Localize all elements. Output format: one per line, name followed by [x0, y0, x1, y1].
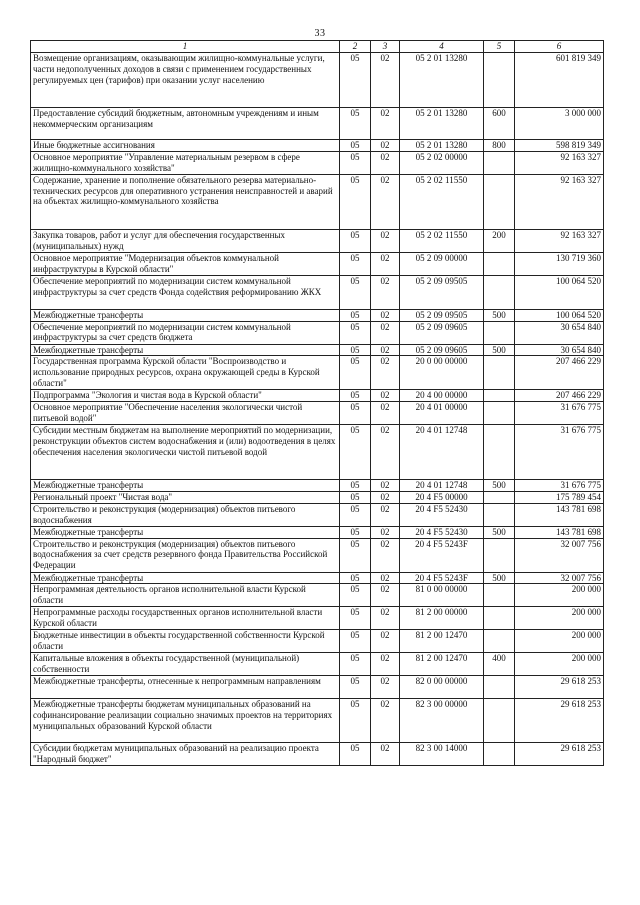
- row-amount: 100 064 520: [515, 309, 604, 321]
- row-subsection: 02: [371, 53, 400, 108]
- row-subsection: 02: [371, 584, 400, 607]
- row-expense-type: 600: [484, 108, 515, 140]
- column-header: 4: [400, 41, 484, 53]
- row-amount: 175 789 454: [515, 491, 604, 503]
- table-row: [31, 584, 604, 607]
- row-section: 05: [340, 503, 371, 526]
- row-expense-type: [484, 174, 515, 229]
- row-target-code: 81 2 00 12470: [400, 630, 484, 653]
- row-subsection: 02: [371, 425, 400, 480]
- row-section: 05: [340, 743, 371, 766]
- row-expense-type: [484, 676, 515, 699]
- column-header: 1: [31, 41, 340, 53]
- row-name: Межбюджетные трансферты, отнесенные к непрограммным направлениям: [31, 676, 340, 699]
- table-row: [31, 425, 604, 480]
- row-expense-type: 800: [484, 140, 515, 152]
- row-target-code: 82 0 00 00000: [400, 676, 484, 699]
- row-target-code: 05 2 02 11550: [400, 174, 484, 229]
- row-amount: 29 618 253: [515, 676, 604, 699]
- row-expense-type: [484, 275, 515, 309]
- row-target-code: 05 2 09 09605: [400, 321, 484, 344]
- row-subsection: 02: [371, 491, 400, 503]
- row-subsection: 02: [371, 174, 400, 229]
- row-amount: 92 163 327: [515, 229, 604, 252]
- table-row: [31, 275, 604, 309]
- row-target-code: 82 3 00 14000: [400, 743, 484, 766]
- row-amount: 100 064 520: [515, 275, 604, 309]
- row-expense-type: 500: [484, 344, 515, 356]
- row-name: Основное мероприятие "Обеспечение населения экологически чистой питьевой водой": [31, 402, 340, 425]
- row-subsection: 02: [371, 151, 400, 174]
- row-section: 05: [340, 344, 371, 356]
- row-expense-type: 500: [484, 572, 515, 584]
- row-expense-type: 400: [484, 653, 515, 676]
- row-section: 05: [340, 321, 371, 344]
- row-amount: 207 466 229: [515, 356, 604, 390]
- row-section: 05: [340, 53, 371, 108]
- row-amount: 143 781 698: [515, 526, 604, 538]
- row-target-code: 05 2 01 13280: [400, 108, 484, 140]
- row-section: 05: [340, 140, 371, 152]
- row-name: Основное мероприятие "Управление материальным резервом в сфере жилищно-коммунального хозяйства": [31, 151, 340, 174]
- row-section: 05: [340, 491, 371, 503]
- row-name: Строительство и реконструкция (модернизация) объектов питьевого водоснабжения за счет средств резервного фонда Правительства Российской Федерации: [31, 538, 340, 572]
- row-target-code: 20 4 F5 00000: [400, 491, 484, 503]
- row-subsection: 02: [371, 356, 400, 390]
- row-expense-type: [484, 699, 515, 743]
- row-subsection: 02: [371, 572, 400, 584]
- row-section: 05: [340, 699, 371, 743]
- header-row: [31, 41, 604, 53]
- row-expense-type: [484, 252, 515, 275]
- row-amount: 31 676 775: [515, 480, 604, 492]
- row-section: 05: [340, 151, 371, 174]
- row-subsection: 02: [371, 480, 400, 492]
- row-target-code: 20 4 F5 52430: [400, 503, 484, 526]
- row-expense-type: [484, 630, 515, 653]
- row-section: 05: [340, 607, 371, 630]
- row-section: 05: [340, 174, 371, 229]
- row-section: 05: [340, 584, 371, 607]
- row-subsection: 02: [371, 653, 400, 676]
- table-row: [31, 174, 604, 229]
- row-target-code: 05 2 01 13280: [400, 53, 484, 108]
- row-amount: 29 618 253: [515, 699, 604, 743]
- row-subsection: 02: [371, 275, 400, 309]
- row-name: Межбюджетные трансферты: [31, 572, 340, 584]
- row-amount: 31 676 775: [515, 425, 604, 480]
- row-subsection: 02: [371, 108, 400, 140]
- row-section: 05: [340, 676, 371, 699]
- row-amount: 130 719 360: [515, 252, 604, 275]
- row-expense-type: [484, 321, 515, 344]
- row-amount: 3 000 000: [515, 108, 604, 140]
- row-amount: 32 007 756: [515, 538, 604, 572]
- row-name: Непрограммная деятельность органов исполнительной власти Курской области: [31, 584, 340, 607]
- row-target-code: 81 0 00 00000: [400, 584, 484, 607]
- row-name: Капитальные вложения в объекты государственной (муниципальной) собственности: [31, 653, 340, 676]
- row-subsection: 02: [371, 252, 400, 275]
- row-subsection: 02: [371, 344, 400, 356]
- row-target-code: 20 0 00 00000: [400, 356, 484, 390]
- row-name: Бюджетные инвестиции в объекты государственной собственности Курской области: [31, 630, 340, 653]
- row-subsection: 02: [371, 630, 400, 653]
- row-subsection: 02: [371, 309, 400, 321]
- row-target-code: 20 4 01 00000: [400, 402, 484, 425]
- row-subsection: 02: [371, 699, 400, 743]
- row-amount: 207 466 229: [515, 390, 604, 402]
- row-subsection: 02: [371, 402, 400, 425]
- row-target-code: 20 4 F5 5243F: [400, 538, 484, 572]
- row-name: Подпрограмма "Экология и чистая вода в Курской области": [31, 390, 340, 402]
- row-section: 05: [340, 526, 371, 538]
- row-subsection: 02: [371, 538, 400, 572]
- row-name: Содержание, хранение и пополнение обязательного резерва материально-технических ресурсов для оперативного устранения неисправностей и аварий на объектах жилищно-коммунального хозяйства: [31, 174, 340, 229]
- row-section: 05: [340, 356, 371, 390]
- row-expense-type: 500: [484, 526, 515, 538]
- table-row: [31, 140, 604, 152]
- table-row: [31, 630, 604, 653]
- table-row: [31, 53, 604, 108]
- table-row: [31, 402, 604, 425]
- row-name: Иные бюджетные ассигнования: [31, 140, 340, 152]
- row-amount: 598 819 349: [515, 140, 604, 152]
- row-section: 05: [340, 572, 371, 584]
- table-row: [31, 390, 604, 402]
- row-target-code: 05 2 02 11550: [400, 229, 484, 252]
- row-expense-type: [484, 53, 515, 108]
- row-name: Межбюджетные трансферты: [31, 344, 340, 356]
- row-expense-type: [484, 390, 515, 402]
- row-section: 05: [340, 480, 371, 492]
- row-amount: 200 000: [515, 630, 604, 653]
- row-amount: 32 007 756: [515, 572, 604, 584]
- row-name: Субсидии местным бюджетам на выполнение мероприятий по модернизации, реконструкции объектов систем водоснабжения и (или) водоотведения в целях обеспечения населения экологически чистой питьевой водой: [31, 425, 340, 480]
- table-row: [31, 743, 604, 766]
- row-section: 05: [340, 309, 371, 321]
- row-subsection: 02: [371, 607, 400, 630]
- row-subsection: 02: [371, 503, 400, 526]
- row-expense-type: [484, 607, 515, 630]
- row-section: 05: [340, 538, 371, 572]
- table-row: [31, 699, 604, 743]
- row-name: Возмещение организациям, оказывающим жилищно-коммунальные услуги, части недополученных доходов в связи с применением государственных регулируемых цен (тарифов) при оказании услуг населению: [31, 53, 340, 108]
- row-expense-type: [484, 743, 515, 766]
- table-row: [31, 676, 604, 699]
- row-expense-type: [484, 538, 515, 572]
- row-amount: 30 654 840: [515, 321, 604, 344]
- table-row: [31, 309, 604, 321]
- row-amount: 200 000: [515, 653, 604, 676]
- table-row: [31, 356, 604, 390]
- row-name: Закупка товаров, работ и услуг для обеспечения государственных (муниципальных) нужд: [31, 229, 340, 252]
- table-row: [31, 108, 604, 140]
- row-section: 05: [340, 108, 371, 140]
- row-name: Обеспечение мероприятий по модернизации систем коммунальной инфраструктуры за счет средств Фонда содействия реформированию ЖКХ: [31, 275, 340, 309]
- row-section: 05: [340, 252, 371, 275]
- row-target-code: 20 4 01 12748: [400, 425, 484, 480]
- row-expense-type: [484, 151, 515, 174]
- row-name: Межбюджетные трансферты: [31, 480, 340, 492]
- row-section: 05: [340, 402, 371, 425]
- row-section: 05: [340, 229, 371, 252]
- column-header: 3: [371, 41, 400, 53]
- row-name: Межбюджетные трансферты: [31, 526, 340, 538]
- table-row: [31, 252, 604, 275]
- row-target-code: 05 2 01 13280: [400, 140, 484, 152]
- row-amount: 200 000: [515, 607, 604, 630]
- row-subsection: 02: [371, 140, 400, 152]
- table-row: [31, 480, 604, 492]
- table-row: [31, 572, 604, 584]
- row-section: 05: [340, 653, 371, 676]
- row-name: Основное мероприятие "Модернизация объектов коммунальной инфраструктуры в Курской области": [31, 252, 340, 275]
- row-amount: 30 654 840: [515, 344, 604, 356]
- row-name: Субсидии бюджетам муниципальных образований на реализацию проекта "Народный бюджет": [31, 743, 340, 766]
- row-subsection: 02: [371, 743, 400, 766]
- table-row: [31, 653, 604, 676]
- row-subsection: 02: [371, 390, 400, 402]
- row-expense-type: 200: [484, 229, 515, 252]
- table-row: [31, 344, 604, 356]
- table-row: [31, 607, 604, 630]
- row-target-code: 05 2 09 09605: [400, 344, 484, 356]
- row-amount: 143 781 698: [515, 503, 604, 526]
- row-name: Предоставление субсидий бюджетным, автономным учреждениям и иным некоммерческим организациям: [31, 108, 340, 140]
- table-row: [31, 503, 604, 526]
- row-target-code: 81 2 00 00000: [400, 607, 484, 630]
- row-expense-type: [484, 503, 515, 526]
- row-amount: 92 163 327: [515, 174, 604, 229]
- row-name: Межбюджетные трансферты: [31, 309, 340, 321]
- budget-table: [30, 40, 604, 766]
- row-target-code: 82 3 00 00000: [400, 699, 484, 743]
- row-name: Межбюджетные трансферты бюджетам муниципальных образований на софинансирование реализации социально значимых проектов на территориях муниципальных образований Курской области: [31, 699, 340, 743]
- row-amount: 601 819 349: [515, 53, 604, 108]
- row-expense-type: [484, 491, 515, 503]
- table-row: [31, 151, 604, 174]
- row-expense-type: 500: [484, 309, 515, 321]
- row-amount: 92 163 327: [515, 151, 604, 174]
- table-row: [31, 491, 604, 503]
- row-target-code: 20 4 F5 5243F: [400, 572, 484, 584]
- row-target-code: 81 2 00 12470: [400, 653, 484, 676]
- row-section: 05: [340, 390, 371, 402]
- table-row: [31, 229, 604, 252]
- row-target-code: 05 2 09 00000: [400, 252, 484, 275]
- row-target-code: 20 4 F5 52430: [400, 526, 484, 538]
- row-section: 05: [340, 275, 371, 309]
- row-expense-type: [484, 584, 515, 607]
- row-name: Государственная программа Курской области "Воспроизводство и использование природных ресурсов, охрана окружающей среды в Курской области": [31, 356, 340, 390]
- row-name: Непрограммные расходы государственных органов исполнительной власти Курской области: [31, 607, 340, 630]
- row-section: 05: [340, 630, 371, 653]
- column-header: 5: [484, 41, 515, 53]
- row-name: Региональный проект "Чистая вода": [31, 491, 340, 503]
- row-expense-type: [484, 425, 515, 480]
- row-amount: 31 676 775: [515, 402, 604, 425]
- column-header: 6: [515, 41, 604, 53]
- row-target-code: 05 2 09 09505: [400, 309, 484, 321]
- row-target-code: 05 2 09 09505: [400, 275, 484, 309]
- row-name: Обеспечение мероприятий по модернизации систем коммунальной инфраструктуры за счет средств бюджета: [31, 321, 340, 344]
- page-number: 33: [314, 28, 326, 39]
- row-subsection: 02: [371, 526, 400, 538]
- row-amount: 29 618 253: [515, 743, 604, 766]
- table-row: [31, 526, 604, 538]
- row-section: 05: [340, 425, 371, 480]
- table-row: [31, 321, 604, 344]
- column-header: 2: [340, 41, 371, 53]
- row-subsection: 02: [371, 321, 400, 344]
- table-row: [31, 538, 604, 572]
- row-name: Строительство и реконструкция (модернизация) объектов питьевого водоснабжения: [31, 503, 340, 526]
- row-expense-type: [484, 356, 515, 390]
- row-target-code: 20 4 00 00000: [400, 390, 484, 402]
- row-subsection: 02: [371, 229, 400, 252]
- row-target-code: 20 4 01 12748: [400, 480, 484, 492]
- row-target-code: 05 2 02 00000: [400, 151, 484, 174]
- row-expense-type: 500: [484, 480, 515, 492]
- row-amount: 200 000: [515, 584, 604, 607]
- row-expense-type: [484, 402, 515, 425]
- table-body: [31, 53, 604, 766]
- row-subsection: 02: [371, 676, 400, 699]
